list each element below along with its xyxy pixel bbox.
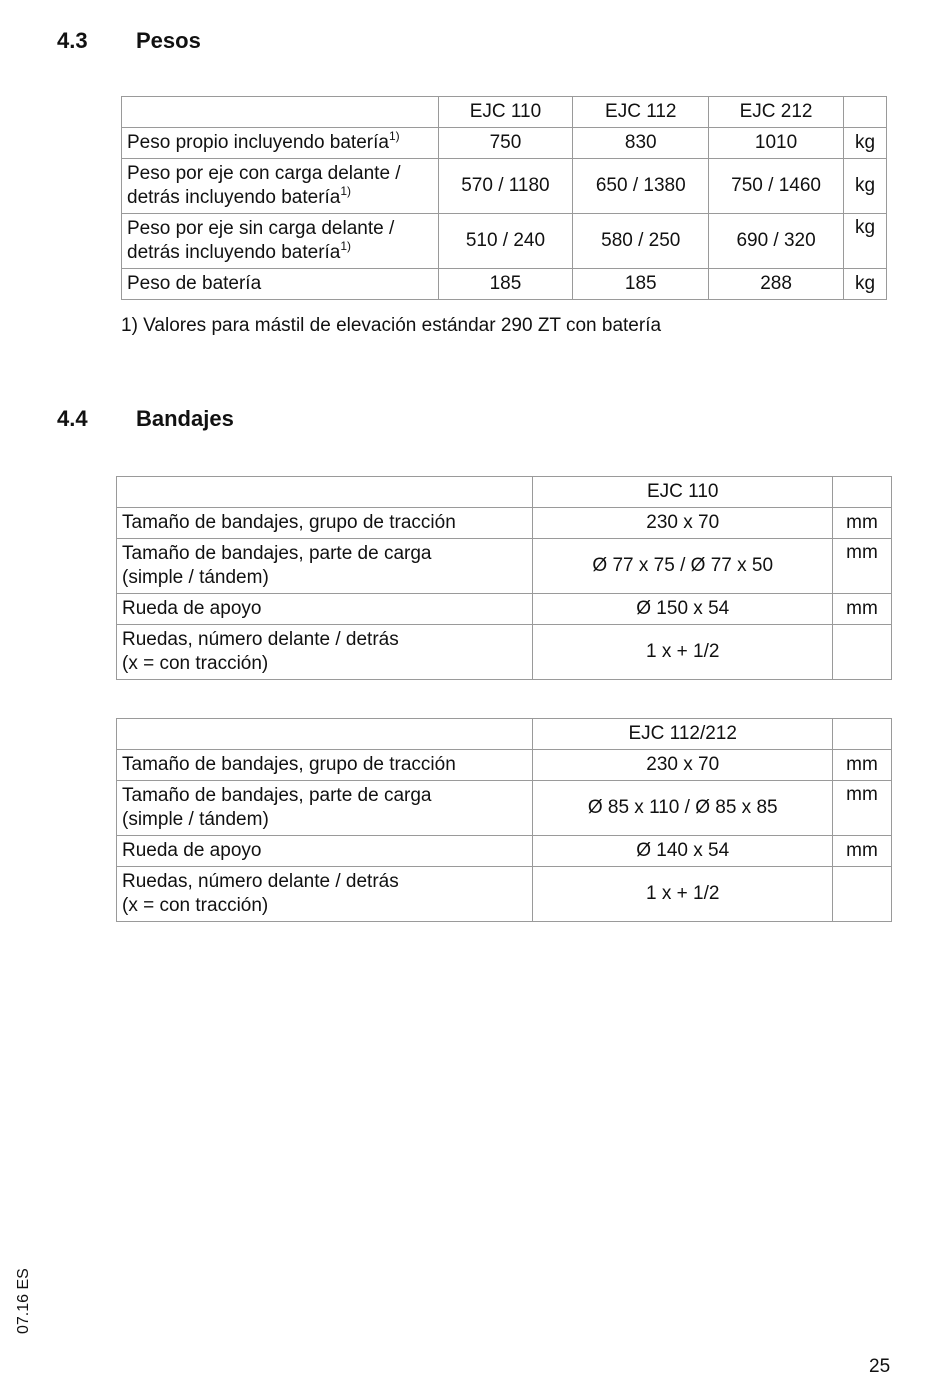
table-header-row xyxy=(117,477,892,508)
table-cell: 750 xyxy=(438,128,573,159)
table-cell: 1 x + 1/2 xyxy=(533,867,833,922)
table-cell: 580 / 250 xyxy=(573,214,709,269)
row-label: Rueda de apoyo xyxy=(117,836,533,867)
tyres-table-ejc110 xyxy=(116,476,892,680)
weights-table xyxy=(121,96,887,300)
table-cell: Ø 140 x 54 xyxy=(533,836,833,867)
table-row xyxy=(117,781,892,836)
row-label: Peso de batería xyxy=(122,269,439,300)
row-label: Tamaño de bandajes, parte de carga (simple / tándem) xyxy=(117,539,533,594)
header-empty-cell xyxy=(117,719,533,750)
table-row xyxy=(117,867,892,922)
row-label: Tamaño de bandajes, grupo de tracción xyxy=(117,508,533,539)
table-row xyxy=(117,508,892,539)
row-label: Peso por eje con carga delante / detrás incluyendo batería$^{1)}$ xyxy=(122,159,439,214)
row-label: Peso por eje sin carga delante / detrás incluyendo batería$^{1)}$ xyxy=(122,214,439,269)
header-empty-cell xyxy=(843,97,886,128)
table-cell: 1010 xyxy=(709,128,844,159)
table-header-row xyxy=(117,719,892,750)
unit-cell: kg xyxy=(843,269,886,300)
footnote: 1) Valores para mástil de elevación estándar 290 ZT con batería xyxy=(121,315,662,336)
table-row xyxy=(117,594,892,625)
table-cell: 830 xyxy=(573,128,709,159)
header-empty-cell xyxy=(833,719,892,750)
table-cell: 230 x 70 xyxy=(533,750,833,781)
column-header: EJC 110 xyxy=(438,97,573,128)
table-header-row xyxy=(122,97,887,128)
unit-cell: mm xyxy=(833,750,892,781)
table-cell: 288 xyxy=(709,269,844,300)
footnote-marker: 1) xyxy=(340,238,352,253)
table-row xyxy=(117,539,892,594)
section-title: Pesos xyxy=(136,28,201,53)
table-row xyxy=(117,836,892,867)
unit-cell: mm xyxy=(833,781,892,836)
unit-cell xyxy=(833,867,892,922)
table-cell: Ø 85 x 110 / Ø 85 x 85 xyxy=(533,781,833,836)
section-title: Bandajes xyxy=(136,406,234,431)
table-cell: Ø 77 x 75 / Ø 77 x 50 xyxy=(533,539,833,594)
header-empty-cell xyxy=(833,477,892,508)
unit-cell: kg xyxy=(843,214,886,269)
row-label: Tamaño de bandajes, parte de carga (simple / tándem) xyxy=(117,781,533,836)
column-header: EJC 112 xyxy=(573,97,709,128)
row-label: Ruedas, número delante / detrás (x = con tracción) xyxy=(117,867,533,922)
row-label: Ruedas, número delante / detrás (x = con tracción) xyxy=(117,625,533,680)
table-cell: 750 / 1460 xyxy=(709,159,844,214)
header-empty-cell xyxy=(117,477,533,508)
table-cell: 690 / 320 xyxy=(709,214,844,269)
table-row xyxy=(117,625,892,680)
table-row xyxy=(122,159,887,214)
table-cell: 230 x 70 xyxy=(533,508,833,539)
table-cell: 185 xyxy=(438,269,573,300)
table-cell: 185 xyxy=(573,269,709,300)
unit-cell: mm xyxy=(833,539,892,594)
unit-cell: mm xyxy=(833,508,892,539)
column-header: EJC 112/212 xyxy=(533,719,833,750)
unit-cell: mm xyxy=(833,836,892,867)
unit-cell: mm xyxy=(833,594,892,625)
table-row xyxy=(122,269,887,300)
table-cell: Ø 150 x 54 xyxy=(533,594,833,625)
unit-cell xyxy=(833,625,892,680)
table-cell: 1 x + 1/2 xyxy=(533,625,833,680)
tyres-table-ejc112-212 xyxy=(116,718,892,922)
column-header: EJC 212 xyxy=(709,97,844,128)
footnote-marker: 1) xyxy=(388,128,400,143)
table-cell: 570 / 1180 xyxy=(438,159,573,214)
table-cell: 650 / 1380 xyxy=(573,159,709,214)
unit-cell: kg xyxy=(843,159,886,214)
row-label: Rueda de apoyo xyxy=(117,594,533,625)
row-label: Tamaño de bandajes, grupo de tracción xyxy=(117,750,533,781)
page-number: 25 xyxy=(869,1356,891,1377)
unit-cell: kg xyxy=(843,128,886,159)
document-code: 07.16 ES xyxy=(15,1268,32,1334)
section-number: 4.4 xyxy=(57,406,88,431)
table-row xyxy=(122,214,887,269)
section-number: 4.3 xyxy=(57,28,88,53)
table-row xyxy=(117,750,892,781)
column-header: EJC 110 xyxy=(533,477,833,508)
table-cell: 510 / 240 xyxy=(438,214,573,269)
table-row xyxy=(122,128,887,159)
header-empty-cell xyxy=(122,97,439,128)
footnote-marker: 1) xyxy=(340,183,352,198)
row-label: Peso propio incluyendo batería$^{1)}$ xyxy=(122,128,439,159)
